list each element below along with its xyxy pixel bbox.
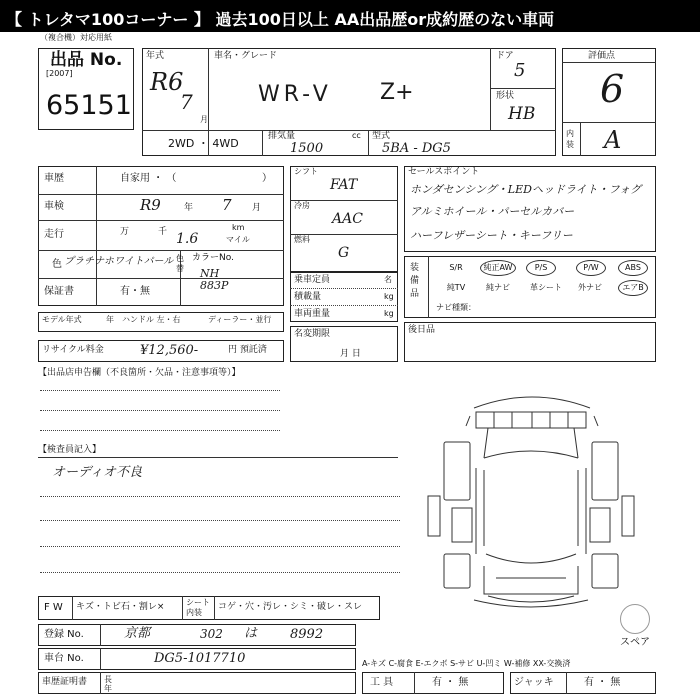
shape-label: 形状: [496, 91, 515, 101]
sales-label: セールスポイント: [408, 167, 480, 177]
cc-label: 排気量: [268, 131, 296, 141]
interior-label: 内装: [566, 129, 574, 149]
shift-label: シフト: [294, 167, 318, 176]
recycle-amount: ¥12,560-: [140, 343, 199, 358]
report-label: 【出品店申告欄（不良箇所・欠品・注意事項等）】: [38, 368, 241, 378]
year-suffix: 年: [184, 203, 194, 213]
inspector-note: オーディオ不良: [52, 465, 142, 480]
warranty-label: 保証書: [44, 286, 74, 297]
registration-class: 302: [200, 627, 223, 641]
color-label: 色: [52, 259, 62, 270]
registration-kana: は: [244, 626, 258, 641]
mile-unit: マイル: [226, 235, 250, 244]
history-close: ）: [262, 173, 272, 184]
after-install-label: 後日品: [408, 325, 436, 335]
fw-items-2: コゲ・穴・汚レ・シミ・破レ・スレ: [218, 602, 363, 612]
after-install-box: [404, 322, 656, 362]
equip-airbag: エアB: [618, 280, 648, 296]
equip-navi: 純ナビ: [486, 283, 510, 292]
banner-text: 【 トレタマ100コーナー 】 過去100日以上 AA出品歴or成約歴のない車両: [6, 10, 555, 29]
subnote: （複合機）対応用紙: [40, 33, 112, 42]
drive-options: 2WD ・ 4WD: [168, 137, 239, 150]
load-label: 積載量: [294, 292, 322, 302]
reg-date-sub: 長年: [104, 675, 112, 693]
fw-items: キズ・トビ石・割レ×: [76, 602, 165, 612]
reg-date-label: 車歴証明書: [42, 677, 88, 687]
navi-type-label: ナビ種類：: [436, 303, 476, 312]
registration-label: 登録 No.: [44, 629, 84, 640]
score-label: 評価点: [588, 51, 616, 61]
registration-place: 京都: [124, 626, 151, 641]
car-diagram: [414, 386, 648, 608]
name-label: 車名・グレード: [214, 51, 278, 61]
equip-label: 装備品: [410, 263, 420, 299]
equip-tv: 純TV: [446, 283, 466, 292]
equip-leather: 革シート: [530, 283, 562, 292]
equip-pw: P/W: [576, 260, 606, 276]
year-value: R6: [150, 68, 184, 96]
mileage-sen: 千: [158, 227, 168, 237]
legend: A-キズ C-腐食 E-エクボ S-サビ U-凹ミ W-補修 XX-交換済: [362, 659, 571, 668]
equip-abs: ABS: [618, 260, 648, 276]
load-unit: kg: [384, 292, 394, 301]
warranty-options: 有・無: [120, 286, 150, 297]
handle-label: ハンドル 左・右: [122, 315, 181, 324]
color-value: プラチナホワイトパール: [64, 256, 174, 267]
lot-year-tag: [2007]: [46, 69, 73, 78]
year-label: 年式: [146, 51, 165, 61]
type-label: 型式: [372, 131, 391, 141]
inspection-month: 7: [222, 196, 232, 214]
car-name: WR-V: [258, 82, 332, 107]
fw-label: F W: [44, 602, 63, 613]
chassis-number: DG5-1017710: [154, 651, 246, 666]
cc-value: 1500: [290, 141, 324, 156]
door-value: 5: [514, 60, 526, 81]
equip-aw: 純正AW: [480, 260, 516, 276]
color-sub: 色替: [176, 254, 184, 273]
history-label: 車歴: [44, 173, 64, 184]
tools-label: 工 具: [370, 677, 394, 688]
spare-label: スペア: [620, 637, 650, 648]
equip-ext-navi: 外ナビ: [578, 283, 602, 292]
inspector-label: 【検査員記入】: [38, 445, 102, 455]
month-suffix: 月: [200, 115, 208, 124]
model-code: 5BA - DG5: [382, 141, 451, 156]
fw-seat: シート内装: [186, 598, 210, 617]
inspection-label: 車検: [44, 201, 64, 212]
history-options: 自家用 ・ （: [120, 173, 177, 184]
sales-line-2: アルミホイール・パーセルカバー: [410, 205, 575, 218]
chassis-label: 車台 No.: [44, 653, 84, 664]
door-label: ドア: [496, 51, 514, 61]
shift-value: FAT: [330, 177, 358, 193]
mileage-label: 走行: [44, 229, 64, 240]
mileage-man: 万: [120, 227, 130, 237]
color-no: NH 883P: [200, 267, 229, 292]
name-change-label: 名変期限: [294, 329, 331, 339]
registration-number: 8992: [290, 627, 324, 642]
spare-circle: [620, 604, 650, 634]
weight-label: 車両重量: [294, 309, 331, 319]
ac-value: AAC: [332, 211, 363, 227]
jack-label: ジャッキ: [514, 677, 554, 688]
capacity-unit: 名: [384, 275, 392, 284]
recycle-suffix: 円 預託済: [228, 345, 267, 355]
shape-value: HB: [508, 104, 536, 124]
month-suffix-2: 月: [252, 203, 262, 213]
km-unit: km: [232, 223, 245, 232]
fuel-value: G: [338, 245, 350, 261]
sales-line-3: ハーフレザーシート・キーフリー: [410, 229, 573, 242]
cc-unit: cc: [352, 131, 361, 140]
mileage-value: 1.6: [176, 231, 199, 247]
color-no-label: カラーNo.: [192, 253, 234, 263]
jack-options: 有 ・ 無: [584, 677, 621, 688]
inspection-year: R9: [140, 196, 161, 214]
score-value: 6: [600, 67, 625, 111]
model-year-suffix: 年: [106, 315, 114, 324]
fuel-label: 燃料: [294, 235, 310, 244]
tools-options: 有 ・ 無: [432, 677, 469, 688]
dealer-label: ディーラー・並行: [208, 315, 272, 324]
lot-label: 出品 No.: [50, 50, 123, 70]
equip-sr: S/R: [449, 263, 463, 272]
interior-value: A: [604, 126, 622, 154]
equip-ps: P/S: [526, 260, 556, 276]
model-label: モデル年式: [42, 315, 82, 324]
recycle-label: リサイクル料金: [42, 345, 104, 355]
month-value: 7: [180, 90, 193, 114]
sales-line-1: ホンダセンシング・LEDヘッドライト・フォグ: [410, 183, 642, 196]
car-grade: Z+: [380, 80, 414, 105]
ac-label: 冷房: [294, 201, 310, 210]
lot-number: 65151: [46, 90, 132, 121]
capacity-label: 乗車定員: [294, 275, 331, 285]
weight-unit: kg: [384, 309, 394, 318]
name-change-unit: 月 日: [340, 349, 361, 359]
